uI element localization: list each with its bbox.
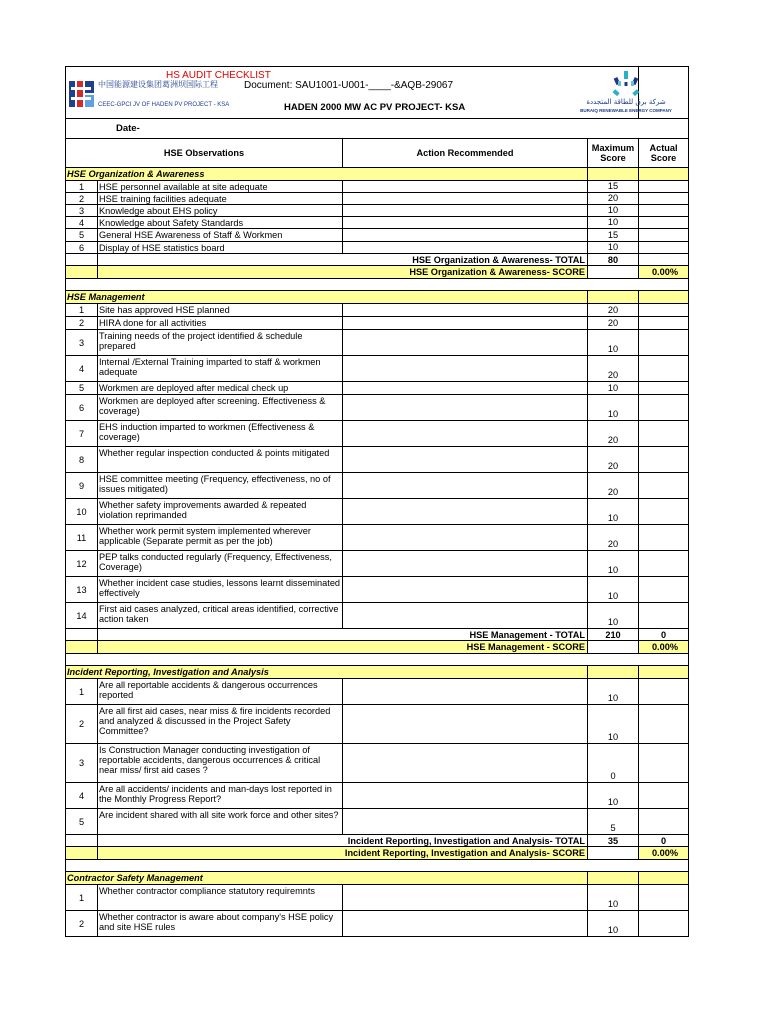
item-max-score: 10 — [588, 603, 639, 629]
action-recommended-cell — [343, 705, 588, 744]
item-number: 2 — [66, 705, 98, 744]
logo-english-text: CEEC-GPCI JV OF HADEN PV PROJECT - KSA — [98, 101, 230, 108]
item-number: 6 — [66, 395, 98, 421]
checklist-item-row — [66, 193, 689, 205]
item-actual-score — [639, 744, 689, 783]
section-title: Incident Reporting, Investigation and Analysis — [66, 666, 588, 679]
col-action: Action Recommended — [343, 139, 588, 168]
action-recommended-cell — [343, 679, 588, 705]
item-max-score: 10 — [588, 395, 639, 421]
item-actual-score — [639, 705, 689, 744]
item-max-score: 10 — [588, 911, 639, 937]
action-recommended-cell — [343, 525, 588, 551]
project-title: HADEN 2000 MW AC PV PROJECT- KSA — [284, 102, 466, 113]
item-max-score: 5 — [588, 809, 639, 835]
checklist-body — [66, 168, 689, 937]
item-actual-score — [639, 911, 689, 937]
score-max-empty — [588, 641, 639, 654]
action-recommended-cell — [343, 181, 588, 193]
item-actual-score — [639, 447, 689, 473]
item-actual-score — [639, 577, 689, 603]
action-recommended-cell — [343, 317, 588, 330]
logo-chinese-text: 中国能源建设集团葛洲坝国际工程 — [98, 79, 218, 89]
item-max-score: 20 — [588, 473, 639, 499]
checklist-item-row — [66, 911, 689, 937]
action-recommended-cell — [343, 205, 588, 217]
section-total-max: 210 — [588, 629, 639, 641]
spacer-cell — [66, 860, 689, 872]
item-actual-score — [639, 317, 689, 330]
item-actual-score — [639, 193, 689, 205]
item-observation: Workmen are deployed after medical check up — [98, 382, 343, 395]
section-max-empty — [588, 291, 639, 304]
item-observation: Workmen are deployed after screening. Effectiveness & coverage) — [98, 395, 343, 421]
section-total-max: 80 — [588, 254, 639, 266]
col-observations: HSE Observations — [66, 139, 343, 168]
item-observation: Display of HSE statistics board — [98, 242, 343, 254]
action-recommended-cell — [343, 603, 588, 629]
item-max-score: 20 — [588, 525, 639, 551]
checklist-item-row — [66, 304, 689, 317]
item-observation: Site has approved HSE planned — [98, 304, 343, 317]
header-cell — [66, 67, 639, 119]
item-actual-score — [639, 217, 689, 229]
item-number: 1 — [66, 679, 98, 705]
action-recommended-cell — [343, 421, 588, 447]
score-num-empty — [66, 266, 98, 279]
total-num-empty — [66, 835, 98, 847]
item-number: 5 — [66, 809, 98, 835]
item-number: 13 — [66, 577, 98, 603]
item-max-score: 10 — [588, 382, 639, 395]
action-recommended-cell — [343, 229, 588, 242]
item-observation: Are all accidents/ incidents and man-days lost reported in the Monthly Progress Report? — [98, 783, 343, 809]
section-total-row — [66, 835, 689, 847]
checklist-item-row — [66, 809, 689, 835]
audit-checklist-sheet — [65, 66, 688, 937]
checklist-item-row — [66, 356, 689, 382]
checklist-item-row — [66, 395, 689, 421]
spacer-cell — [66, 654, 689, 666]
item-max-score: 20 — [588, 421, 639, 447]
item-number: 9 — [66, 473, 98, 499]
item-observation: Is Construction Manager conducting investigation of reportable accidents, dangerous occurrences & critical near miss/ first aid cases ? — [98, 744, 343, 783]
section-score-label: Incident Reporting, Investigation and Analysis- SCORE — [98, 847, 588, 860]
item-actual-score — [639, 421, 689, 447]
item-actual-score — [639, 885, 689, 911]
col-max-score: Maximum Score — [588, 139, 639, 168]
item-actual-score — [639, 679, 689, 705]
section-score-value: 0.00% — [639, 266, 689, 279]
buraiq-logo-icon — [567, 68, 685, 116]
item-number: 3 — [66, 205, 98, 217]
item-number: 8 — [66, 447, 98, 473]
checklist-item-row — [66, 181, 689, 193]
total-num-empty — [66, 629, 98, 641]
section-header-row — [66, 168, 689, 181]
total-num-empty — [66, 254, 98, 266]
section-actual-empty — [639, 666, 689, 679]
action-recommended-cell — [343, 447, 588, 473]
section-score-row — [66, 847, 689, 860]
item-max-score: 15 — [588, 229, 639, 242]
item-number: 12 — [66, 551, 98, 577]
item-max-score: 20 — [588, 304, 639, 317]
item-observation: Whether incident case studies, lessons learnt disseminated effectively — [98, 577, 343, 603]
item-actual-score — [639, 603, 689, 629]
item-observation: Are all reportable accidents & dangerous occurrences reported — [98, 679, 343, 705]
action-recommended-cell — [343, 304, 588, 317]
item-max-score: 15 — [588, 181, 639, 193]
item-number: 11 — [66, 525, 98, 551]
item-number: 1 — [66, 181, 98, 193]
item-number: 6 — [66, 242, 98, 254]
section-actual-empty — [639, 168, 689, 181]
item-number: 2 — [66, 193, 98, 205]
action-recommended-cell — [343, 217, 588, 229]
item-actual-score — [639, 242, 689, 254]
checklist-item-row — [66, 577, 689, 603]
item-number: 10 — [66, 499, 98, 525]
score-max-empty — [588, 266, 639, 279]
checklist-item-row — [66, 783, 689, 809]
checklist-item-row — [66, 205, 689, 217]
spacer-row — [66, 860, 689, 872]
section-actual-empty — [639, 291, 689, 304]
item-observation: HSE committee meeting (Frequency, effectiveness, no of issues mitigated) — [98, 473, 343, 499]
document-number: Document: SAU1001-U001-____-&AQB-29067 — [244, 80, 454, 91]
item-actual-score — [639, 473, 689, 499]
checklist-item-row — [66, 499, 689, 525]
section-score-row — [66, 641, 689, 654]
item-actual-score — [639, 229, 689, 242]
item-actual-score — [639, 356, 689, 382]
section-total-row — [66, 254, 689, 266]
item-number: 3 — [66, 744, 98, 783]
action-recommended-cell — [343, 473, 588, 499]
score-num-empty — [66, 641, 98, 654]
item-observation: PEP talks conducted regularly (Frequency, Effectiveness, Coverage) — [98, 551, 343, 577]
item-number: 14 — [66, 603, 98, 629]
section-header-row — [66, 291, 689, 304]
section-actual-empty — [639, 872, 689, 885]
action-recommended-cell — [343, 551, 588, 577]
item-number: 1 — [66, 885, 98, 911]
action-recommended-cell — [343, 330, 588, 356]
section-max-empty — [588, 666, 639, 679]
checklist-item-row — [66, 525, 689, 551]
item-actual-score — [639, 783, 689, 809]
checklist-item-row — [66, 421, 689, 447]
item-number: 4 — [66, 217, 98, 229]
checklist-item-row — [66, 744, 689, 783]
date-label: Date- — [66, 119, 689, 139]
item-max-score: 10 — [588, 577, 639, 603]
section-header-row — [66, 666, 689, 679]
item-observation: Whether work permit system implemented wherever applicable (Separate permit as per the job) — [98, 525, 343, 551]
section-total-label: HSE Management - TOTAL — [98, 629, 588, 641]
action-recommended-cell — [343, 242, 588, 254]
item-observation: EHS induction imparted to workmen (Effectiveness & coverage) — [98, 421, 343, 447]
action-recommended-cell — [343, 809, 588, 835]
section-title: HSE Organization & Awareness — [66, 168, 588, 181]
col-actual-score: Actual Score — [639, 139, 689, 168]
spacer-row — [66, 654, 689, 666]
item-max-score: 20 — [588, 356, 639, 382]
spacer-cell — [66, 279, 689, 291]
section-title: HSE Management — [66, 291, 588, 304]
item-actual-score — [639, 304, 689, 317]
checklist-item-row — [66, 603, 689, 629]
item-observation: HSE training facilities adequate — [98, 193, 343, 205]
item-actual-score — [639, 205, 689, 217]
item-observation: Whether regular inspection conducted & points mitigated — [98, 447, 343, 473]
checklist-item-row — [66, 551, 689, 577]
checklist-item-row — [66, 473, 689, 499]
score-max-empty — [588, 847, 639, 860]
section-total-row — [66, 629, 689, 641]
item-max-score: 20 — [588, 447, 639, 473]
section-total-actual — [639, 254, 689, 266]
spacer-row — [66, 279, 689, 291]
action-recommended-cell — [343, 356, 588, 382]
item-actual-score — [639, 330, 689, 356]
section-title: Contractor Safety Management — [66, 872, 588, 885]
item-max-score: 10 — [588, 783, 639, 809]
item-observation: HIRA done for all activities — [98, 317, 343, 330]
section-total-max: 35 — [588, 835, 639, 847]
item-actual-score — [639, 551, 689, 577]
item-actual-score — [639, 525, 689, 551]
item-observation: Training needs of the project identified & schedule prepared — [98, 330, 343, 356]
item-max-score: 10 — [588, 551, 639, 577]
checklist-item-row — [66, 705, 689, 744]
item-max-score: 10 — [588, 330, 639, 356]
action-recommended-cell — [343, 911, 588, 937]
checklist-title: HS AUDIT CHECKLIST — [166, 70, 271, 81]
checklist-item-row — [66, 229, 689, 242]
item-observation: Are all first aid cases, near miss & fire incidents recorded and analyzed & discussed in the Project Safety Committee? — [98, 705, 343, 744]
action-recommended-cell — [343, 382, 588, 395]
action-recommended-cell — [343, 783, 588, 809]
item-max-score: 10 — [588, 242, 639, 254]
checklist-item-row — [66, 330, 689, 356]
item-number: 3 — [66, 330, 98, 356]
item-observation: Knowledge about Safety Standards — [98, 217, 343, 229]
item-observation: Whether contractor is aware about company's HSE policy and site HSE rules — [98, 911, 343, 937]
section-max-empty — [588, 872, 639, 885]
item-actual-score — [639, 181, 689, 193]
action-recommended-cell — [343, 577, 588, 603]
item-number: 7 — [66, 421, 98, 447]
item-max-score: 10 — [588, 499, 639, 525]
section-score-value: 0.00% — [639, 641, 689, 654]
section-score-label: HSE Organization & Awareness- SCORE — [98, 266, 588, 279]
section-total-actual: 0 — [639, 629, 689, 641]
action-recommended-cell — [343, 499, 588, 525]
section-header-row — [66, 872, 689, 885]
score-num-empty — [66, 847, 98, 860]
checklist-item-row — [66, 317, 689, 330]
checklist-item-row — [66, 217, 689, 229]
item-observation: First aid cases analyzed, critical areas identified, corrective action taken — [98, 603, 343, 629]
item-number: 5 — [66, 229, 98, 242]
item-number: 4 — [66, 783, 98, 809]
item-observation: Are incident shared with all site work force and other sites? — [98, 809, 343, 835]
item-max-score: 10 — [588, 705, 639, 744]
item-max-score: 10 — [588, 205, 639, 217]
checklist-item-row — [66, 679, 689, 705]
item-max-score: 0 — [588, 744, 639, 783]
item-observation: HSE personnel available at site adequate — [98, 181, 343, 193]
item-max-score: 10 — [588, 679, 639, 705]
item-number: 4 — [66, 356, 98, 382]
section-max-empty — [588, 168, 639, 181]
item-actual-score — [639, 499, 689, 525]
item-actual-score — [639, 395, 689, 421]
action-recommended-cell — [343, 193, 588, 205]
checklist-item-row — [66, 885, 689, 911]
item-number: 1 — [66, 304, 98, 317]
item-observation: General HSE Awareness of Staff & Workmen — [98, 229, 343, 242]
item-observation: Internal /External Training imparted to staff & workmen adequate — [98, 356, 343, 382]
cedc-logo-icon — [68, 79, 96, 109]
action-recommended-cell — [343, 744, 588, 783]
item-max-score: 20 — [588, 317, 639, 330]
action-recommended-cell — [343, 395, 588, 421]
item-number: 5 — [66, 382, 98, 395]
item-number: 2 — [66, 911, 98, 937]
item-observation: Knowledge about EHS policy — [98, 205, 343, 217]
checklist-item-row — [66, 447, 689, 473]
checklist-item-row — [66, 242, 689, 254]
item-max-score: 10 — [588, 217, 639, 229]
checklist-table — [65, 66, 689, 937]
section-score-label: HSE Management - SCORE — [98, 641, 588, 654]
item-number: 2 — [66, 317, 98, 330]
section-total-actual: 0 — [639, 835, 689, 847]
item-observation: Whether safety improvements awarded & repeated violation reprimanded — [98, 499, 343, 525]
section-total-label: HSE Organization & Awareness- TOTAL — [98, 254, 588, 266]
buraiq-english-text: BURAIQ RENEWABLE ENERGY COMPANY — [580, 108, 672, 113]
action-recommended-cell — [343, 885, 588, 911]
item-actual-score — [639, 809, 689, 835]
item-observation: Whether contractor compliance statutory requiremnts — [98, 885, 343, 911]
item-actual-score — [639, 382, 689, 395]
item-max-score: 20 — [588, 193, 639, 205]
checklist-item-row — [66, 382, 689, 395]
item-max-score: 10 — [588, 885, 639, 911]
section-total-label: Incident Reporting, Investigation and Analysis- TOTAL — [98, 835, 588, 847]
buraiq-arabic-text: شركة برق للطاقة المتجددة — [586, 98, 666, 106]
section-score-value: 0.00% — [639, 847, 689, 860]
section-score-row — [66, 266, 689, 279]
